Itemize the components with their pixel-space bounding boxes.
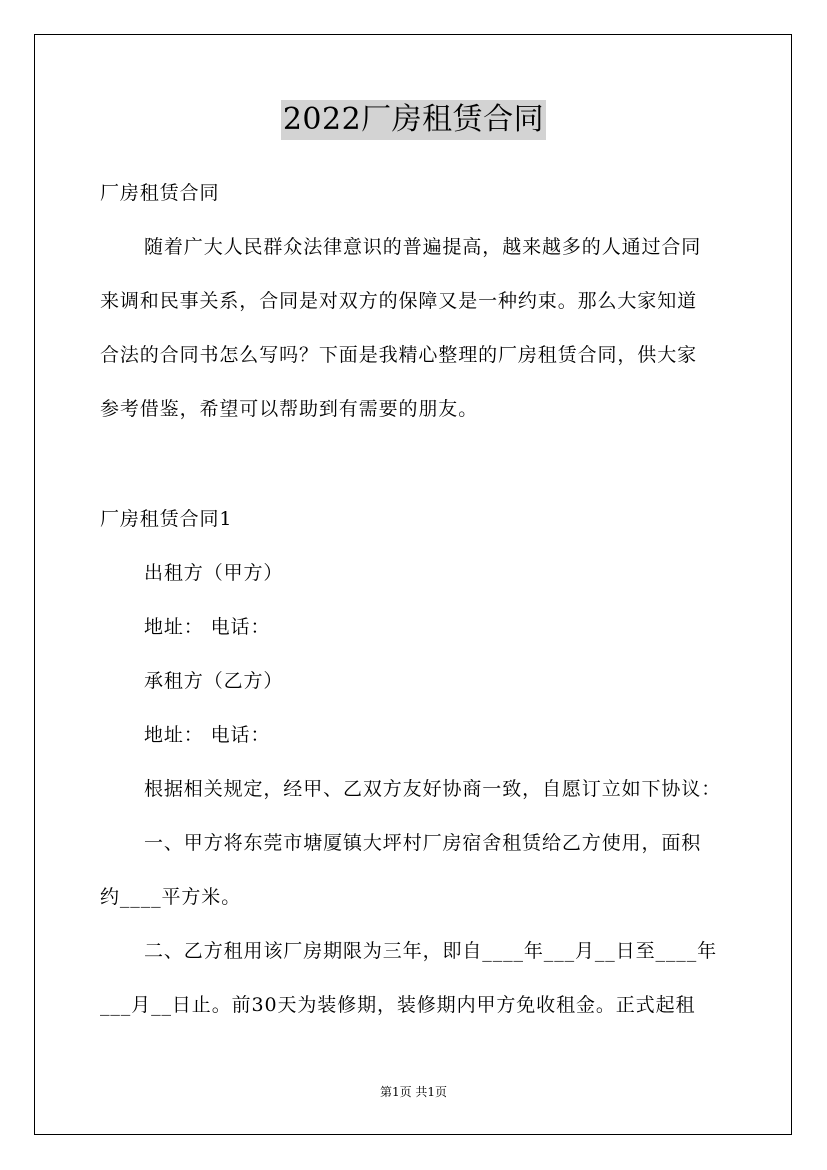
document-subtitle: 厂房租赁合同 xyxy=(100,182,220,204)
lessor-contact: 地址： 电话： xyxy=(144,616,271,638)
clause-2-line-2: ___月__日止。前30天为装修期，装修期内甲方免收租金。正式起租 xyxy=(100,994,696,1016)
intro-line-2: 来调和民事关系，合同是对双方的保障又是一种约束。那么大家知道 xyxy=(100,290,698,312)
clause-1-line-1: 一、甲方将东莞市塘厦镇大坪村厂房宿舍租赁给乙方使用，面积 xyxy=(144,832,702,854)
intro-line-4: 参考借鉴，希望可以帮助到有需要的朋友。 xyxy=(100,398,479,420)
lessee-label: 承租方（乙方） xyxy=(144,670,284,692)
clause-1-line-2: 约____平方米。 xyxy=(100,886,242,908)
lessor-label: 出租方（甲方） xyxy=(144,562,284,584)
preamble: 根据相关规定，经甲、乙双方友好协商一致，自愿订立如下协议： xyxy=(144,778,722,800)
section-heading: 厂房租赁合同1 xyxy=(100,508,233,530)
lessee-contact: 地址： 电话： xyxy=(144,724,271,746)
intro-line-1: 随着广大人民群众法律意识的普遍提高，越来越多的人通过合同 xyxy=(144,236,702,258)
page-number: 第1页 共1页 xyxy=(379,1085,448,1099)
intro-line-3: 合法的合同书怎么写吗？下面是我精心整理的厂房租赁合同，供大家 xyxy=(100,344,698,366)
clause-2-line-1: 二、乙方租用该厂房期限为三年，即自____年___月__日至____年 xyxy=(144,940,718,962)
title-container xyxy=(0,100,827,140)
document-title: 2022厂房租赁合同 xyxy=(281,100,546,140)
